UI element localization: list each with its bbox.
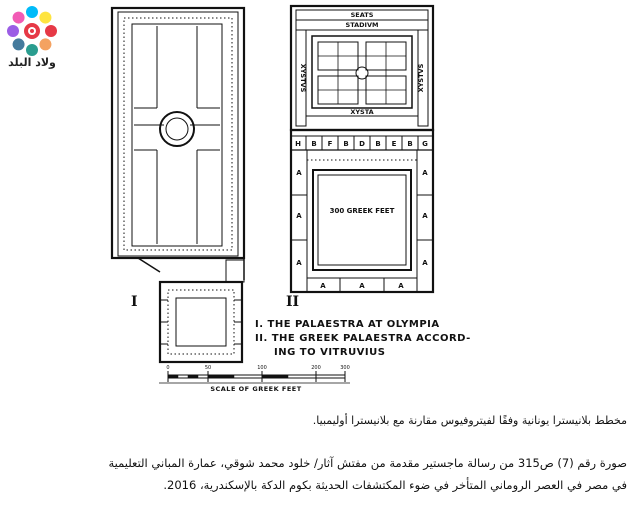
- room-letter: H: [295, 140, 301, 148]
- legend-line-2: II. THE GREEK PALAESTRA ACCORD-: [255, 333, 471, 344]
- scale-tick-label: 100: [257, 365, 267, 371]
- source-caption-line-1: صورة رقم (7) ص315 من رسالة ماجستير مقدمة من مفتش آثار/ خلود محمد شوقي، عمارة المباني التعليمية: [108, 456, 627, 470]
- scale-tick-label: 50: [204, 365, 212, 371]
- xystus-left-label: XYSTVS: [299, 63, 307, 93]
- plans-legend: [255, 318, 471, 360]
- xystus-right-label: XYSTVS: [417, 63, 425, 93]
- source-caption: [108, 452, 627, 496]
- room-letter: B: [407, 140, 413, 148]
- side-room-letter: A: [296, 259, 302, 267]
- side-room-letters: [296, 169, 428, 290]
- plan-vitruvius: [291, 6, 433, 292]
- side-room-letter: A: [398, 282, 404, 290]
- logo-text: ولاد البلد: [8, 56, 56, 69]
- side-room-letter: A: [296, 169, 302, 177]
- side-room-letter: A: [422, 259, 428, 267]
- xysta-label: XYSTA: [350, 108, 374, 116]
- room-letter: B: [311, 140, 317, 148]
- side-room-letter: A: [422, 212, 428, 220]
- court-label: 300 GREEK FEET: [329, 207, 395, 215]
- scale-label: SCALE OF GREEK FEET: [210, 385, 302, 393]
- side-room-letter: A: [296, 212, 302, 220]
- room-letter: E: [391, 140, 397, 148]
- room-letter: F: [327, 140, 333, 148]
- side-room-letter: A: [320, 282, 326, 290]
- scale-tick-label: 300: [340, 365, 350, 371]
- plan-two-label: II: [286, 294, 300, 310]
- legend-line-3: ING TO VITRUVIUS: [274, 347, 386, 358]
- room-letter: G: [422, 140, 428, 148]
- room-letter: D: [359, 140, 365, 148]
- seats-label: SEATS: [350, 11, 374, 19]
- scale-tick-label: 0: [166, 365, 170, 371]
- legend-line-1: I. THE PALAESTRA AT OLYMPIA: [255, 319, 440, 330]
- scale-tick-labels: [166, 365, 349, 371]
- side-room-letter: A: [422, 169, 428, 177]
- side-room-letter: A: [359, 282, 365, 290]
- room-letter: B: [343, 140, 349, 148]
- room-letters: [295, 140, 428, 148]
- room-letter: B: [375, 140, 381, 148]
- plan-one-label: I: [131, 294, 138, 310]
- stadium-label: STADIVM: [345, 21, 379, 29]
- scale-tick-label: 200: [311, 365, 321, 371]
- plan-caption: مخطط بلانيسترا يونانية وفقًا لفيتروفيوس مقارنة مع بلانيسترا أوليمبيا.: [312, 414, 627, 427]
- scale-bar: [168, 371, 345, 382]
- source-caption-line-2: في مصر في العصر الروماني المتأخر في ضوء المكتشفات الحديثة بكوم الدكة بالإسكندرية، 2016.: [163, 478, 627, 492]
